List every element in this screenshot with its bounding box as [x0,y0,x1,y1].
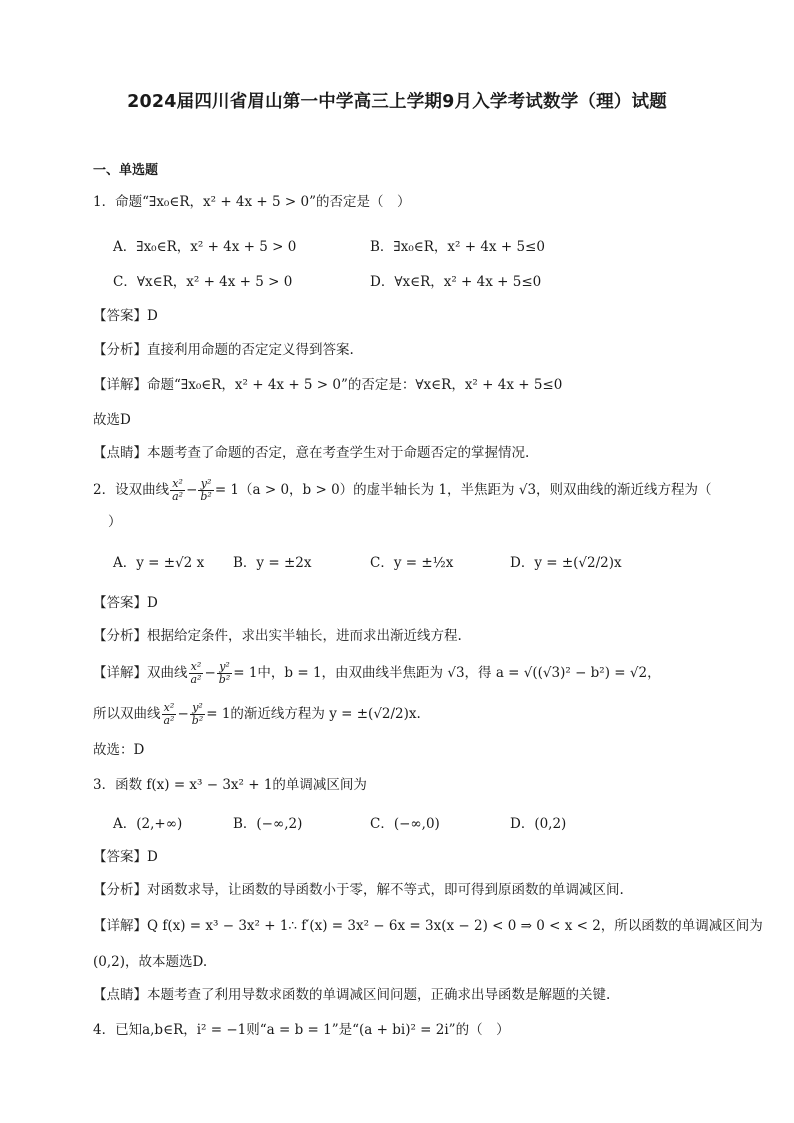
q2-stem-end: ） [108,514,122,530]
q2-fraction-y [198,478,213,503]
q3-detail [93,916,763,936]
detail-tag: 【详解】 [93,918,147,934]
comment-tag: 【点睛】 [93,987,147,1003]
q1-analysis [93,340,354,360]
q3-option-d: D．(0,2) [510,816,567,832]
q2-fraction-x [170,478,185,503]
answer-tag: 【答案】 [93,308,147,324]
section-heading: 一、单选题 [93,163,159,178]
comment-text: 本题考查了命题的否定，意在考查学生对于命题否定的掌握情况. [147,445,530,461]
comment-text: 本题考查了利用导数求函数的单调减区间问题，正确求出导函数是解题的关键. [147,987,611,1003]
q2-detail-line2: 所以双曲线 $\frac{\text{x²}}{\text{a²}}$ − $\frac{\text{y²}}{\text{b²}}$ = 1的渐近线方程为 y = ±(√2/2)x. [93,701,421,727]
q2-option-b: B．y = ±2x [233,555,312,571]
analysis-tag: 【分析】 [93,342,147,358]
analysis-tag: 【分析】 [93,628,147,644]
q2-stem: 2．设双曲线 $\frac{\text{x²}}{\text{a²}}$ − $\frac{\text{y²}}{\text{b²}}$ = 1（a > 0，b > 0）的虚半轴长为 1，半焦距为 √3，则双曲线的渐近线方程为（ [93,477,712,503]
q2-detail-fraction-y [217,661,232,686]
q1-option-c: C．∀x∈R，x² + 4x + 5 > 0 [113,274,293,290]
q1-option-b: B．∃x₀∈R，x² + 4x + 5≤0 [370,239,545,255]
q3-option-c: C．(−∞,0) [370,816,440,832]
q4-stem: 4．已知a,b∈R，i² = −1则“a = b = 1”是“(a + bi)² = 2i”的（ ） [93,1022,510,1038]
detail-prefix: 双曲线 [147,665,188,681]
analysis-text: 直接利用命题的否定定义得到答案. [147,342,354,358]
fraction-numerator: y² [217,661,232,674]
q2-answer [93,593,158,613]
q2-option-c: C．y = ±½x [370,555,454,571]
answer-value: D [147,308,158,324]
q2-stem-body: = 1（a > 0，b > 0）的虚半轴长为 1，半焦距为 √3，则双曲线的渐近线方程为（ [214,482,712,498]
q1-answer [93,306,158,326]
fraction-denominator: b² [191,714,204,727]
q2-option-a: A．y = ±√2 x [113,555,205,571]
fraction-denominator: a² [190,673,202,686]
q2-detail-fraction-x [189,661,204,686]
detail-prefix: 所以双曲线 [93,706,161,722]
answer-tag: 【答案】 [93,595,147,611]
analysis-text: 根据给定条件，求出实半轴长，进而求出渐近线方程. [147,628,462,644]
fraction-numerator: y² [190,702,205,715]
q2-detail: 【详解】双曲线 $\frac{\text{x²}}{\text{a²}}$ − $\frac{\text{y²}}{\text{b²}}$ = 1中，b = 1，由双曲线半焦距为 √3，得 a = √((√3)² − b²) = √2， [93,660,661,686]
q3-option-b: B．(−∞,2) [233,816,303,832]
detail-body: = 1的渐近线方程为 y = ±(√2/2)x. [206,706,421,722]
analysis-text: 对函数求导，让函数的导函数小于零，解不等式，即可得到原函数的单调减区间. [147,882,624,898]
q1-option-a: A．∃x₀∈R，x² + 4x + 5 > 0 [113,239,297,255]
detail-text: 命题“∃x₀∈R，x² + 4x + 5 > 0”的否定是：∀x∈R，x² + 4x + 5≤0 [147,377,563,393]
detail-text: Q f(x) = x³ − 3x² + 1∴ f′(x) = 3x² − 6x = 3x(x − 2) < 0 ⇒ 0 < x < 2，所以函数的单调减区间为 [147,918,763,934]
q2-detail2-fraction-y [190,702,205,727]
q3-option-a: A．(2,+∞) [113,816,183,832]
answer-value: D [147,595,158,611]
q3-analysis [93,880,624,900]
fraction-denominator: a² [163,714,175,727]
comment-tag: 【点睛】 [93,445,147,461]
fraction-denominator: a² [172,490,184,503]
q2-stem-prefix: 2．设双曲线 [93,482,170,498]
q2-option-d: D．y = ±(√2/2)x [510,555,622,571]
fraction-numerator: x² [189,661,204,674]
q1-option-d: D．∀x∈R，x² + 4x + 5≤0 [370,274,542,290]
q1-comment [93,443,529,463]
fraction-numerator: y² [198,478,213,491]
q1-stem: 1．命题“∃x₀∈R，x² + 4x + 5 > 0”的否定是（ ） [93,194,411,210]
fraction-numerator: x² [162,702,177,715]
fraction-denominator: b² [200,490,212,503]
answer-tag: 【答案】 [93,849,147,865]
q2-analysis [93,626,462,646]
q2-choice: 故选：D [93,742,145,758]
page-title: 2024届四川省眉山第一中学高三上学期9月入学考试数学（理）试题 [127,92,667,112]
fraction-numerator: x² [170,478,185,491]
q2-detail2-fraction-x [162,702,177,727]
analysis-tag: 【分析】 [93,882,147,898]
detail-tag: 【详解】 [93,377,147,393]
answer-value: D [147,849,158,865]
fraction-denominator: b² [218,673,231,686]
q3-comment [93,985,610,1005]
q3-detail-line2: (0,2)，故本题选D. [93,954,208,970]
q3-stem: 3．函数 f(x) = x³ − 3x² + 1的单调减区间为 [93,777,367,793]
q1-detail [93,375,562,395]
detail-body: = 1中，b = 1，由双曲线半焦距为 √3，得 a = √((√3)² − b²) = √2， [233,665,661,681]
detail-tag: 【详解】 [93,665,147,681]
q1-choice: 故选D [93,412,131,428]
q3-answer [93,847,158,867]
